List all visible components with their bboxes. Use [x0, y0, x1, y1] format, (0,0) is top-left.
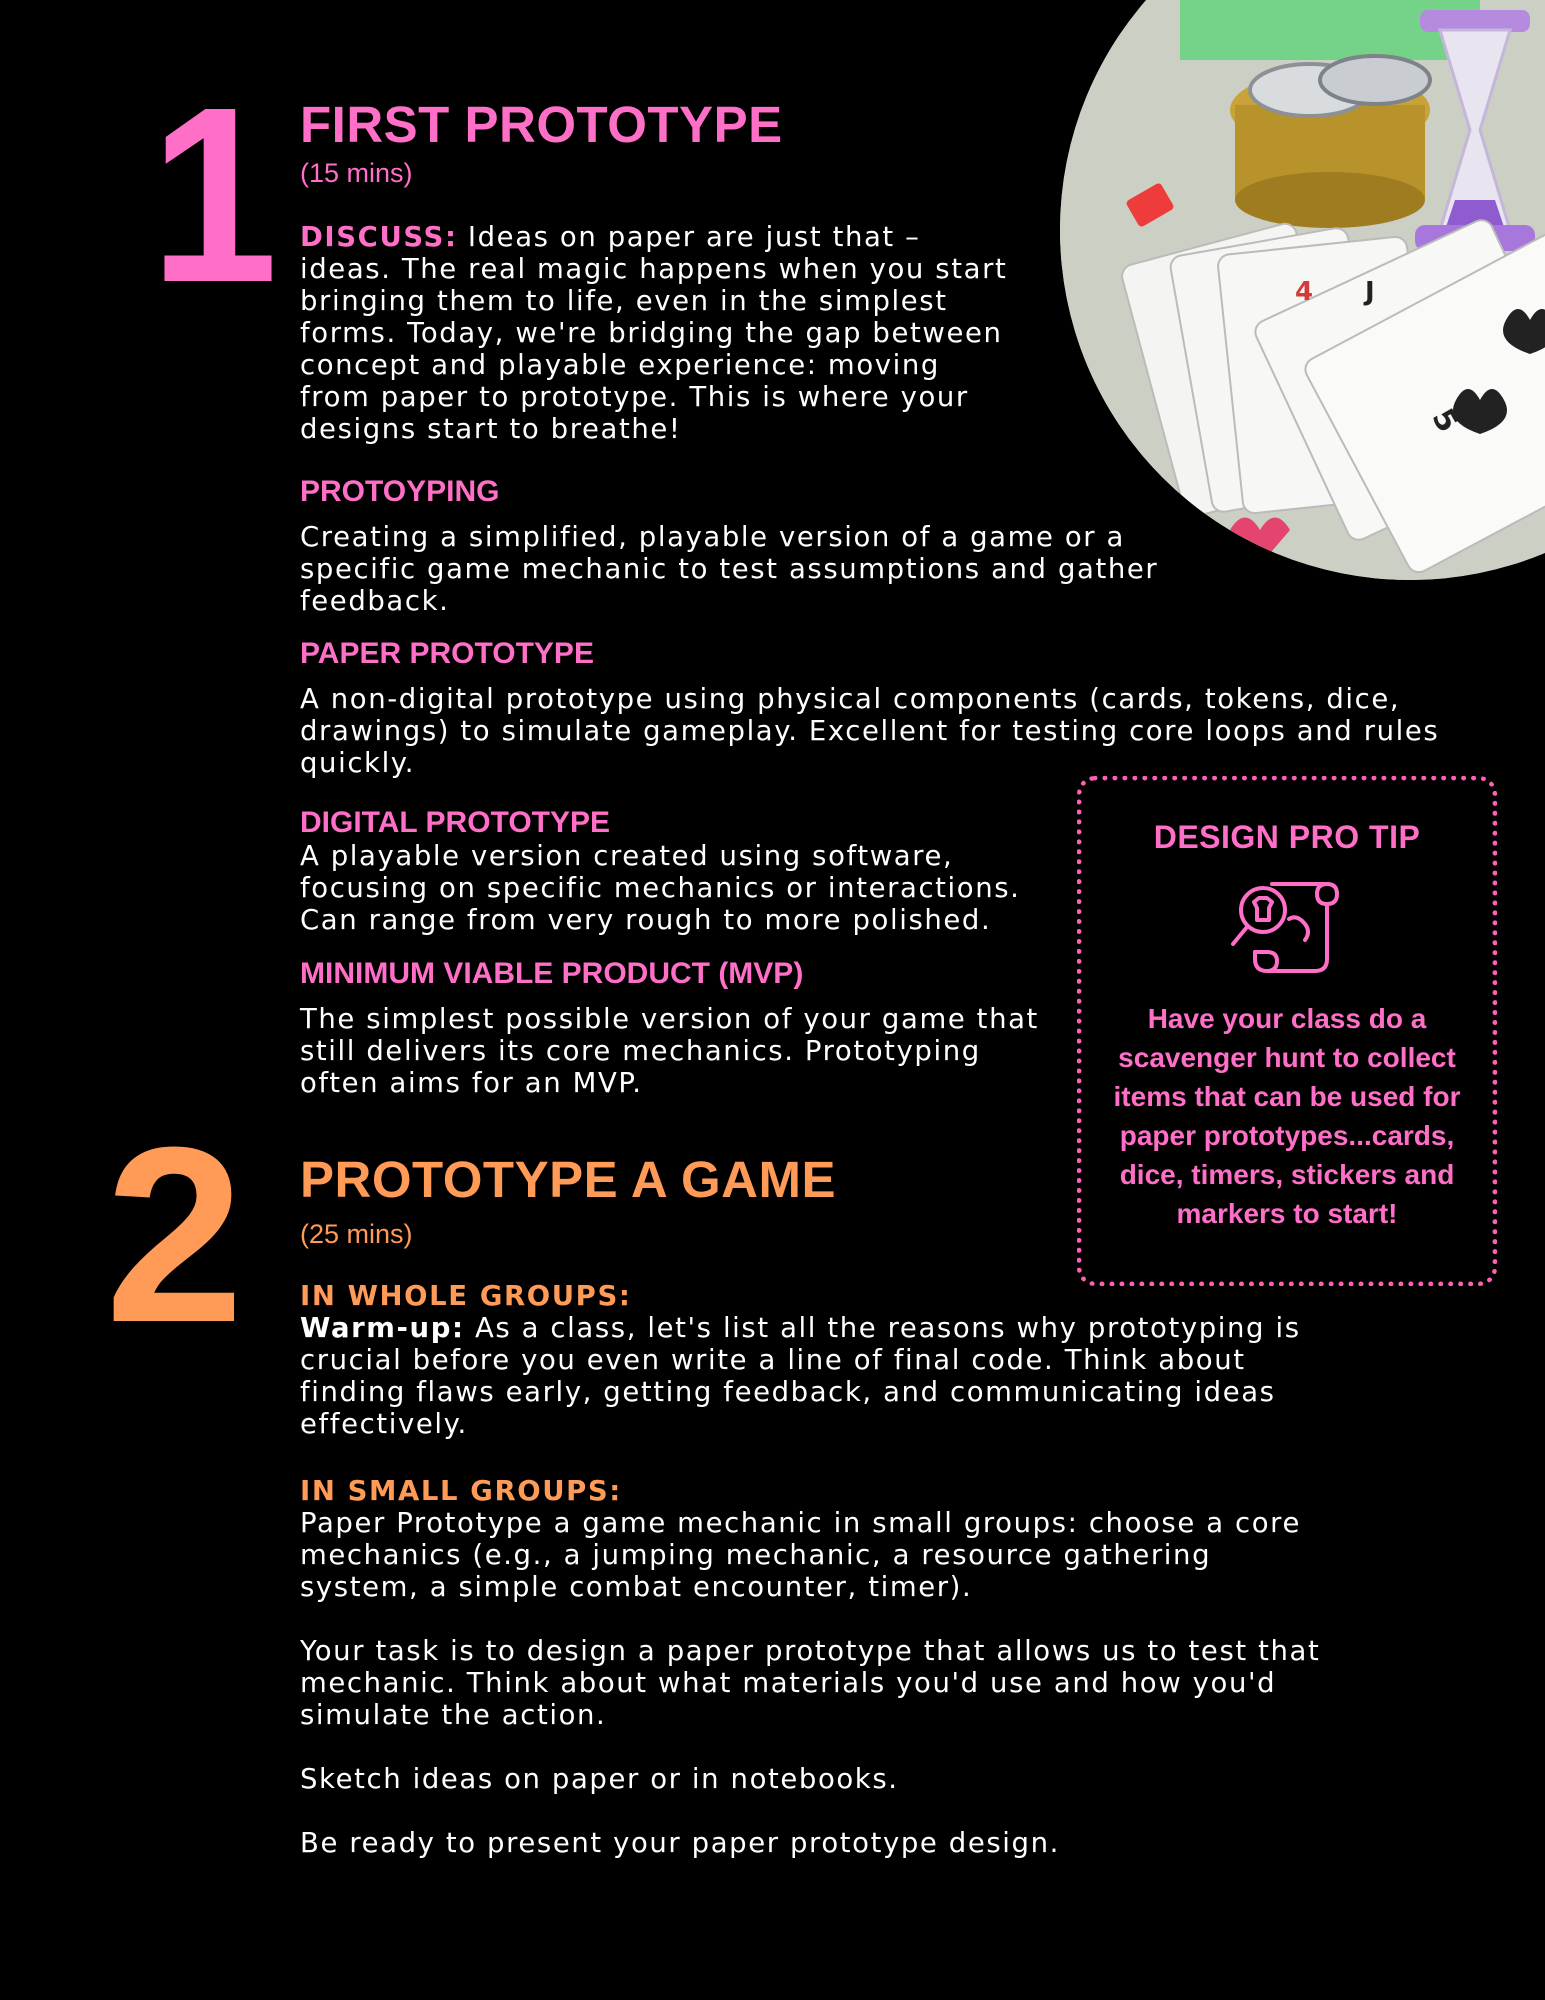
term-definition: The simplest possible version of your game that still delivers its core mechanics. Prototyping often aims for an MVP. [300, 1003, 1039, 1099]
section-1-duration: (15 mins) [300, 158, 413, 188]
term-digital-prototype [300, 806, 1080, 936]
term-mvp [300, 957, 1060, 1099]
svg-text:5: 5 [1424, 402, 1466, 439]
section-2-number: 2 [105, 1095, 241, 1374]
small-groups-paragraph: Your task is to design a paper prototype that allows us to test that mechanic. Think about what materials you'd use and how you'd simulate the action. [300, 1635, 1321, 1731]
small-groups-paragraph: Paper Prototype a game mechanic in small groups: choose a core mechanics (e.g., a jumping mechanic, a resource gathering system, a simple combat encounter, timer). [300, 1507, 1301, 1603]
svg-text:J: J [1365, 277, 1375, 307]
tip-text: Have your class do a scavenger hunt to collect items that can be used for paper prototypes...cards, dice, timers, stickers and markers to start! [1113, 1003, 1461, 1229]
discuss-text: Ideas on paper are just that – ideas. The real magic happens when you start bringing them to life, even in the simplest forms. Today, we're bridging the gap between concept and playable experience: moving from paper to prototype. This is where your designs start to breathe! [300, 221, 1008, 445]
section-1 [300, 95, 1020, 445]
term-paper-prototype [300, 637, 1450, 779]
small-groups-paragraph: Be ready to present your paper prototype design. [300, 1827, 1060, 1859]
warmup-paragraph [300, 1312, 1340, 1440]
warmup-label: Warm-up: [300, 1312, 465, 1344]
section-2-title: PROTOTYPE A GAME [300, 1151, 837, 1208]
term-definition: A playable version created using software, focusing on specific mechanics or interactions. Can range from very rough to more polished. [300, 840, 1021, 936]
term-title: PAPER PROTOTYPE [300, 637, 594, 670]
design-pro-tip-box [1077, 776, 1497, 1286]
small-groups-label: IN SMALL GROUPS: [300, 1475, 622, 1507]
section-1-title: FIRST PROTOTYPE [300, 96, 783, 153]
term-title: DIGITAL PROTOTYPE [300, 806, 611, 839]
term-protoyping [300, 475, 1200, 617]
whole-groups-label: IN WHOLE GROUPS: [300, 1280, 632, 1312]
warmup-text: As a class, let's list all the reasons why prototyping is crucial before you even write a line of final code. Think about finding flaws early, getting feedback, and communicating ideas effectively. [300, 1312, 1301, 1440]
term-definition: A non-digital prototype using physical components (cards, tokens, dice, drawings) to simulate gameplay. Excellent for testing core loops and rules quickly. [300, 683, 1440, 779]
whole-groups-block [300, 1280, 1340, 1440]
term-title: PROTOYPING [300, 475, 500, 508]
section-2-duration: (25 mins) [300, 1219, 413, 1249]
discuss-paragraph [300, 221, 1020, 445]
term-title: MINIMUM VIABLE PRODUCT (MVP) [300, 957, 804, 990]
small-groups-paragraph: Sketch ideas on paper or in notebooks. [300, 1763, 899, 1795]
svg-text:4: 4 [1295, 277, 1314, 307]
tip-title: DESIGN PRO TIP [1153, 819, 1421, 855]
magnifier-scroll-icon [1227, 874, 1347, 979]
discuss-label: DISCUSS: [300, 221, 458, 253]
small-groups-block [300, 1475, 1340, 1891]
section-1-number: 1 [150, 55, 275, 334]
section-2-header [300, 1150, 1020, 1250]
term-definition: Creating a simplified, playable version of a game or a specific game mechanic to test assumptions and gather feedback. [300, 521, 1159, 617]
